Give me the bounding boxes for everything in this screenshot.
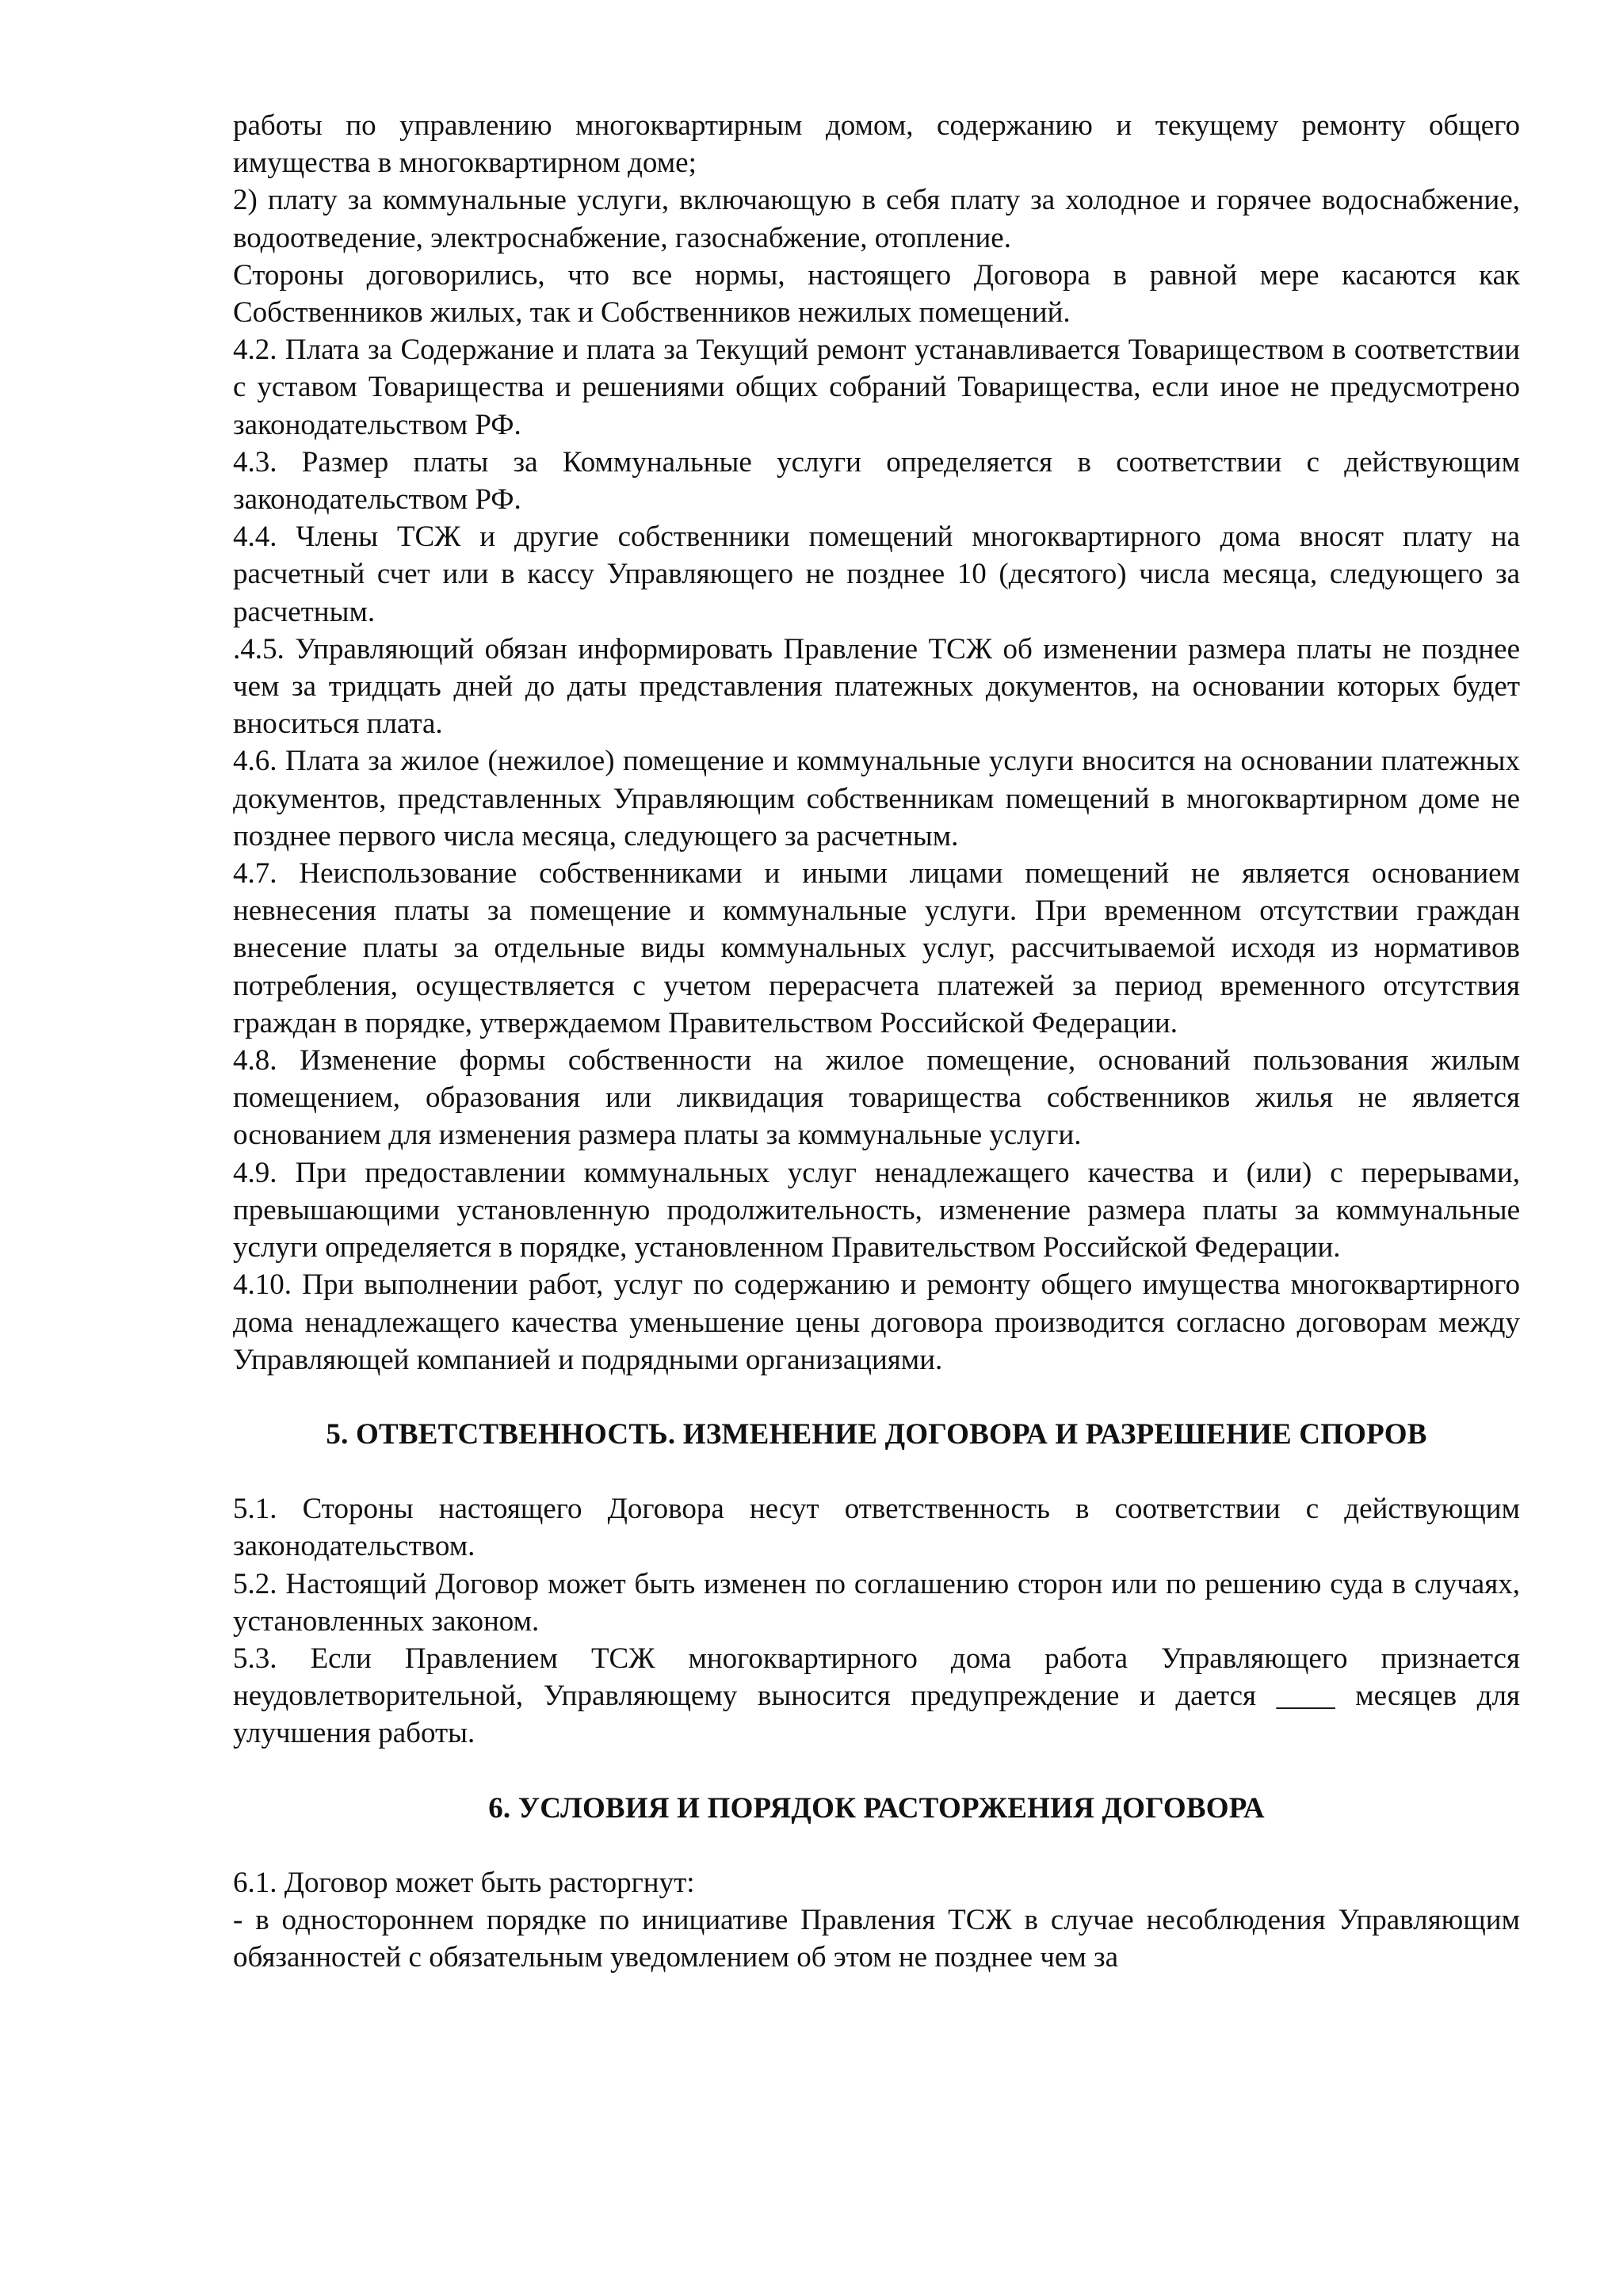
paragraph-4-6: 4.6. Плата за жилое (нежилое) помещение и коммунальные услуги вносится на основании платежных документов, представленных Управляющим собственникам помещений в многоквартирном доме не позднее первого числа месяца, следующего за расчетным. <box>233 745 1520 852</box>
paragraph-4-5: .4.5. Управляющий обязан информировать Правление ТСЖ об изменении размера платы не позднее чем за тридцать дней до даты представления платежных документов, на основании которых будет вноситься плата. <box>233 632 1520 741</box>
paragraph-4-7: 4.7. Неиспользование собственниками и иными лицами помещений не является основанием невнесения платы за помещение и коммунальные услуги. При временном отсутствии граждан внесение платы за отдельные виды коммунальных услуг, рассчитываемой исходя из нормативов потребления, осуществляется с учетом перерасчета платежей за период временного отсутствия граждан в порядке, утверждаемом Правительством Российской Федерации. <box>233 857 1520 1039</box>
paragraph-5-1: 5.1. Стороны настоящего Договора несут ответственность в соответствии с действующим законодательством. <box>233 1493 1520 1563</box>
paragraph-4-8: 4.8. Изменение формы собственности на жилое помещение, оснований пользования жилым помещением, образования или ликвидация товарищества собственников жилья не является основанием для изменения размера платы за коммунальные услуги. <box>233 1044 1520 1152</box>
paragraph-6-1-unilateral: - в одностороннем порядке по инициативе Правления ТСЖ в случае несоблюдения Управляющим обязанностей с обязательным уведомлением об этом не позднее чем за <box>233 1903 1520 1974</box>
paragraph-utility-fee: 2) плату за коммунальные услуги, включающую в себя плату за холодное и горячее водоснабжение, водоотведение, электроснабжение, газоснабжение, отопление. <box>233 184 1520 254</box>
paragraph-5-3: 5.3. Если Правлением ТСЖ многоквартирного дома работа Управляющего признается неудовлетворительной, Управляющему выносится предупреждение и дается ____ месяцев для улучшения работы. <box>233 1642 1520 1750</box>
paragraph-4-3: 4.3. Размер платы за Коммунальные услуги определяется в соответствии с действующим законодательством РФ. <box>233 445 1520 517</box>
paragraph-5-2: 5.2. Настоящий Договор может быть изменен по соглашению сторон или по решению суда в случаях, установленных законом. <box>233 1567 1520 1638</box>
paragraph-4-4: 4.4. Члены ТСЖ и другие собственники помещений многоквартирного дома вносят плату на расчетный счет или в кассу Управляющего не позднее 10 (десятого) числа месяца, следующего за расчетным. <box>233 521 1520 628</box>
paragraph-6-1: 6.1. Договор может быть расторгнут: <box>233 1866 695 1899</box>
document-page <box>233 107 1520 1976</box>
paragraph-parties-agreement: Стороны договорились, что все нормы, настоящего Договора в равной мере касаются как Собственников жилых, так и Собственников нежилых помещений. <box>233 258 1520 330</box>
section-6-heading: 6. УСЛОВИЯ И ПОРЯДОК РАСТОРЖЕНИЯ ДОГОВОРА <box>488 1791 1265 1825</box>
section-5-heading: 5. ОТВЕТСТВЕННОСТЬ. ИЗМЕНЕНИЕ ДОГОВОРА И РАЗРЕШЕНИЕ СПОРОВ <box>326 1417 1427 1451</box>
paragraph-4-10: 4.10. При выполнении работ, услуг по содержанию и ремонту общего имущества многоквартирного дома ненадлежащего качества уменьшение цены договора производится согласно договорам между Управляющей компанией и подрядными организациями. <box>233 1268 1520 1376</box>
paragraph-4-9: 4.9. При предоставлении коммунальных услуг ненадлежащего качества и (или) с перерывами, превышающими установленную продолжительность, изменение размера платы за коммунальные услуги определяется в порядке, установленном Правительством Российской Федерации. <box>233 1156 1520 1264</box>
paragraph-4-2: 4.2. Плата за Содержание и плата за Текущий ремонт устанавливается Товариществом в соответствии с уставом Товарищества и решениями общих собраний Товарищества, если иное не предусмотрено законодательством РФ. <box>233 334 1520 441</box>
paragraph-continuation: работы по управлению многоквартирным домом, содержанию и текущему ремонту общего имущества в многоквартирном доме; <box>233 109 1520 180</box>
